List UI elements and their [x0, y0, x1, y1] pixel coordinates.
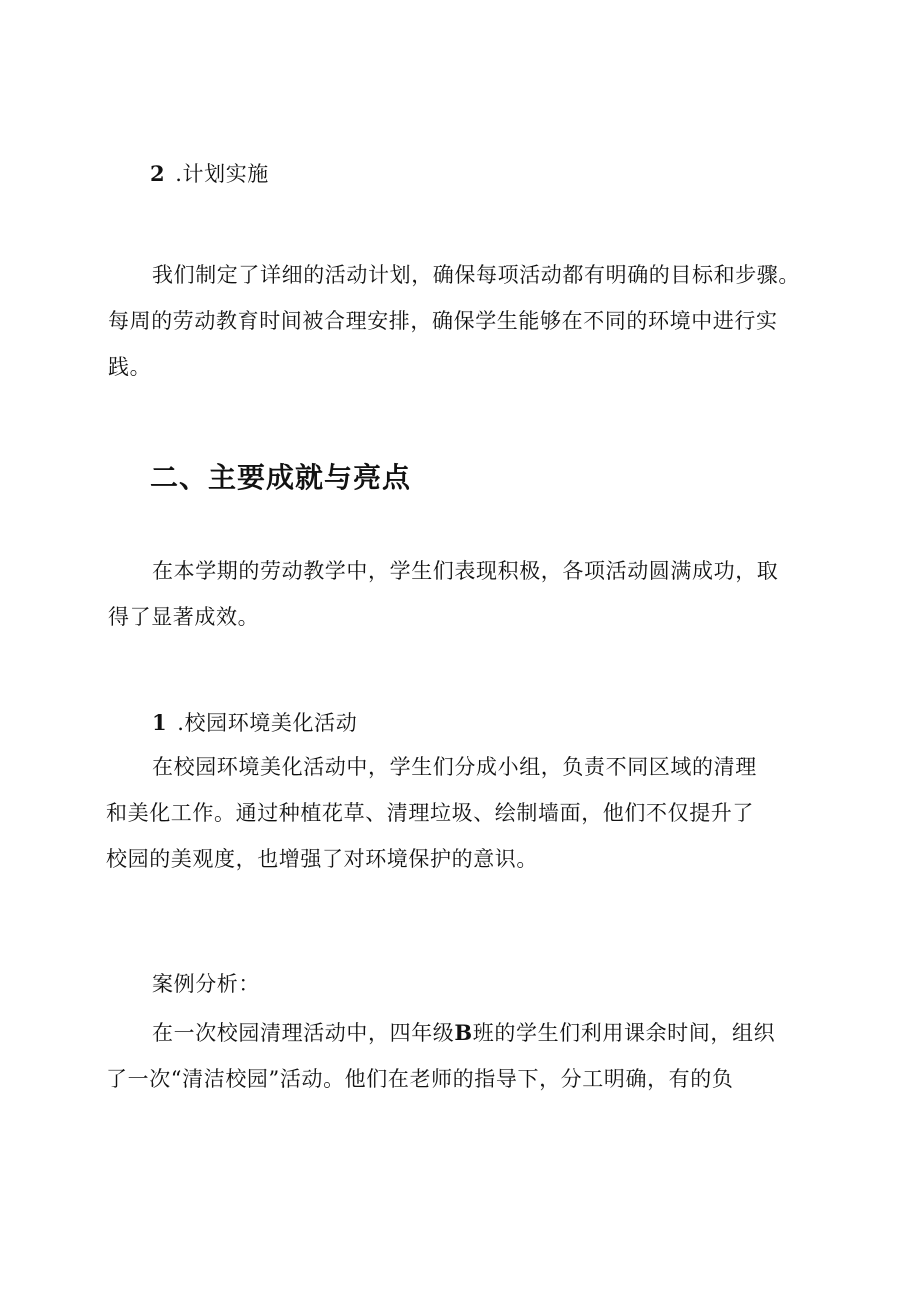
section-title-achievements: 二、主要成就与亮点 — [150, 461, 412, 494]
paragraph-plan — [108, 252, 800, 390]
paragraph-line: 在校园环境美化活动中，学生们分成小组，负责不同区域的清理 — [152, 755, 757, 779]
subheading-plan-implementation — [150, 160, 269, 188]
subheading-text: .校园环境美化活动 — [177, 711, 358, 735]
subheading-number: 2 — [150, 161, 166, 186]
subheading-text: .计划实施 — [175, 162, 269, 186]
case-line-end: 班的学生们利用课余时间，组织 — [472, 1021, 776, 1045]
paragraph-line: 和美化工作。通过种植花草、清理垃圾、绘制墙面，他们不仅提升了 — [106, 801, 754, 825]
paragraph-case — [106, 1010, 775, 1102]
class-letter: B — [454, 1020, 473, 1045]
paragraph-line: 我们制定了详细的活动计划，确保每项活动都有明确的目标和步骤。 — [152, 263, 800, 287]
paragraph-line: 践。 — [108, 355, 152, 379]
subheading-campus-beautification — [152, 709, 357, 737]
paragraph-line — [152, 1010, 775, 1056]
case-analysis-label: 案例分析： — [152, 972, 260, 996]
paragraph-line: 在本学期的劳动教学中，学生们表现积极，各项活动圆满成功，取 — [152, 559, 779, 583]
case-line-start: 在一次校园清理活动中，四年级 — [152, 1021, 455, 1045]
paragraph-line: 了一次“清洁校园”活动。他们在老师的指导下，分工明确，有的负 — [106, 1067, 734, 1091]
paragraph-line: 每周的劳动教育时间被合理安排，确保学生能够在不同的环境中进行实 — [108, 309, 778, 333]
subheading-number: 1 — [152, 710, 168, 735]
paragraph-campus — [106, 744, 757, 882]
paragraph-line: 校园的美观度，也增强了对环境保护的意识。 — [106, 847, 538, 871]
paragraph-line: 得了显著成效。 — [108, 605, 260, 629]
paragraph-intro — [108, 548, 778, 640]
